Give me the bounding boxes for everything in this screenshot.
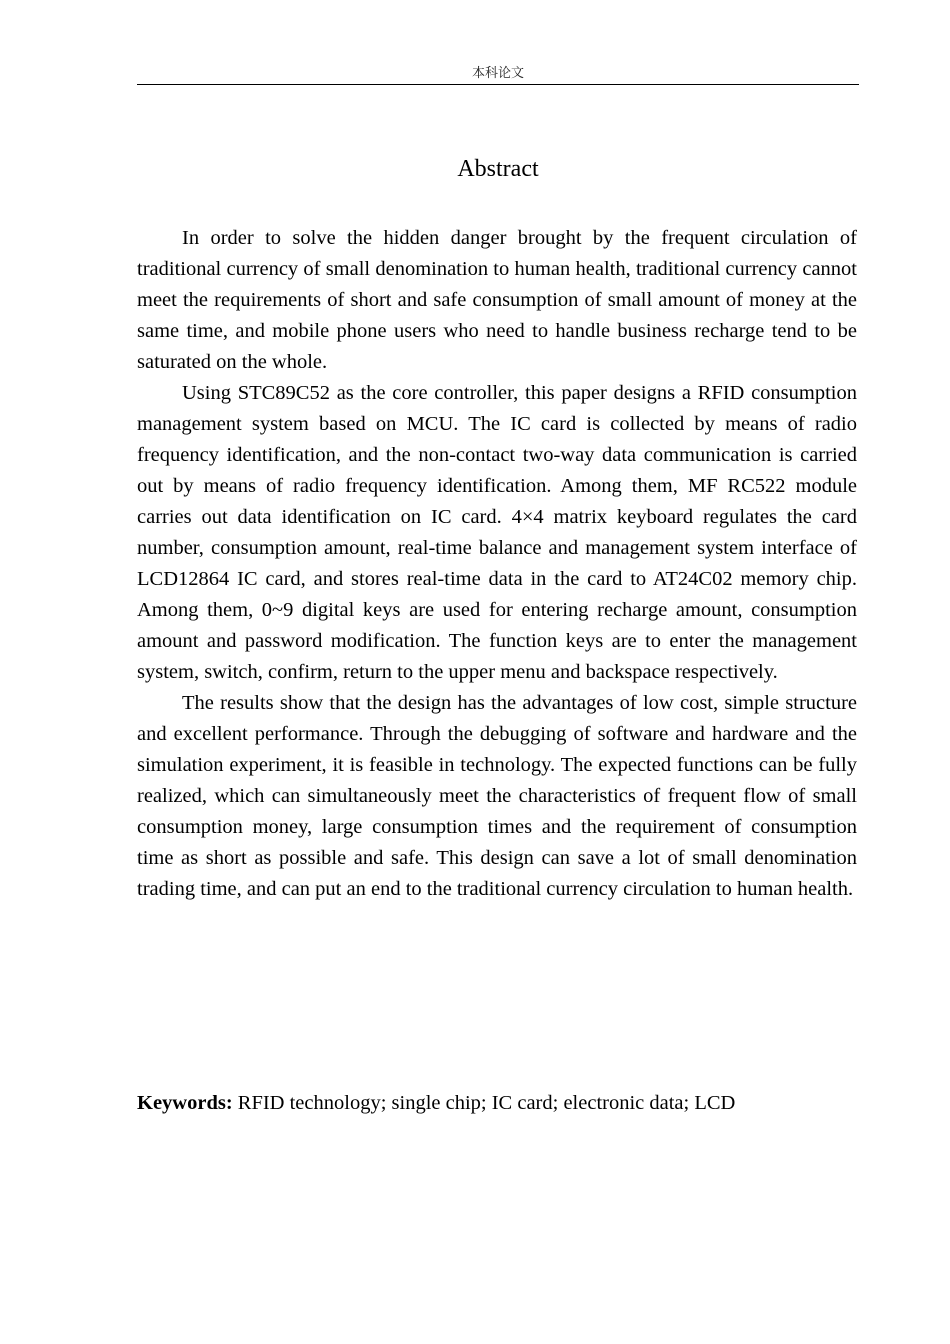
keywords-line <box>137 1088 859 1119</box>
abstract-body <box>137 223 857 905</box>
abstract-paragraph-3: The results show that the design has the advantages of low cost, simple structure and excellent performance. Through the debugging of software and hardware and the simulation experiment, it is feasible in technology. The expected functions can be fully realized, which can simultaneously meet the characteristics of frequent flow of small consumption money, large consumption times and the requirement of consumption time as short as possible and safe. This design can save a lot of small denomination trading time, and can put an end to the traditional currency circulation to human health. <box>137 692 857 900</box>
page-header <box>137 64 859 85</box>
abstract-paragraph-2: Using STC89C52 as the core controller, this paper designs a RFID consumption management system based on MCU. The IC card is collected by means of radio frequency identification, and the non-contact two-way data communication is carried out by means of radio frequency identification. Among them, MF RC522 module carries out data identification on IC card. 4×4 matrix keyboard regulates the card number, consumption amount, real-time balance and management system interface of LCD12864 IC card, and stores real-time data in the card to AT24C02 memory chip. Among them, 0~9 digital keys are used for entering recharge amount, consumption amount and password modification. The function keys are to enter the management system, switch, confirm, return to the upper menu and backspace respectively. <box>137 382 857 683</box>
abstract-paragraph-1: In order to solve the hidden danger brought by the frequent circulation of traditional currency of small denomination to human health, traditional currency cannot meet the requirements of short and safe consumption of small amount of money at the same time, and mobile phone users who need to handle business recharge tend to be saturated on the whole. <box>137 227 857 373</box>
header-text: 本科论文 <box>471 66 524 81</box>
abstract-title: Abstract <box>457 156 539 182</box>
keywords-text: RFID technology; single chip; IC card; electronic data; LCD <box>232 1092 736 1114</box>
keywords-label: Keywords: <box>137 1092 233 1114</box>
